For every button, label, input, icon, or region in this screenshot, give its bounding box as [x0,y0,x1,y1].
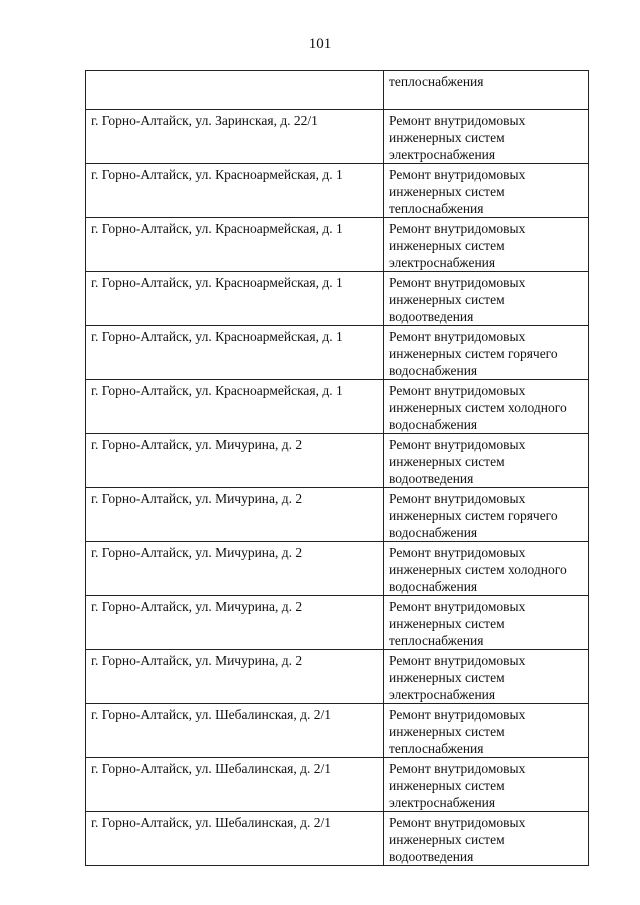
address-cell: г. Горно-Алтайск, ул. Красноармейская, д. 1 [86,326,384,380]
work-cell: Ремонт внутридомовых инженерных систем электроснабжения [384,758,589,812]
address-cell: г. Горно-Алтайск, ул. Красноармейская, д. 1 [86,218,384,272]
address-cell [86,71,384,110]
work-cell: Ремонт внутридомовых инженерных систем теплоснабжения [384,164,589,218]
address-cell: г. Горно-Алтайск, ул. Красноармейская, д. 1 [86,380,384,434]
address-cell: г. Горно-Алтайск, ул. Мичурина, д. 2 [86,488,384,542]
work-cell: Ремонт внутридомовых инженерных систем холодного водоснабжения [384,380,589,434]
address-cell: г. Горно-Алтайск, ул. Красноармейская, д. 1 [86,164,384,218]
table-row [86,272,589,326]
table-row [86,71,589,110]
work-cell: Ремонт внутридомовых инженерных систем водоотведения [384,812,589,866]
address-cell: г. Горно-Алтайск, ул. Красноармейская, д. 1 [86,272,384,326]
table-row [86,596,589,650]
work-cell: Ремонт внутридомовых инженерных систем электроснабжения [384,218,589,272]
address-cell: г. Горно-Алтайск, ул. Заринская, д. 22/1 [86,110,384,164]
address-cell: г. Горно-Алтайск, ул. Шебалинская, д. 2/1 [86,704,384,758]
page-number: 101 [308,36,332,52]
table-row [86,542,589,596]
address-cell: г. Горно-Алтайск, ул. Шебалинская, д. 2/1 [86,758,384,812]
table-row [86,812,589,866]
address-cell: г. Горно-Алтайск, ул. Шебалинская, д. 2/1 [86,812,384,866]
work-cell: Ремонт внутридомовых инженерных систем теплоснабжения [384,596,589,650]
table-row [86,218,589,272]
table-row [86,110,589,164]
address-cell: г. Горно-Алтайск, ул. Мичурина, д. 2 [86,434,384,488]
table-row [86,164,589,218]
address-cell: г. Горно-Алтайск, ул. Мичурина, д. 2 [86,542,384,596]
work-cell: теплоснабжения [384,71,589,110]
table-row [86,326,589,380]
work-cell: Ремонт внутридомовых инженерных систем теплоснабжения [384,704,589,758]
work-cell: Ремонт внутридомовых инженерных систем холодного водоснабжения [384,542,589,596]
work-cell: Ремонт внутридомовых инженерных систем водоотведения [384,434,589,488]
address-cell: г. Горно-Алтайск, ул. Мичурина, д. 2 [86,650,384,704]
work-cell: Ремонт внутридомовых инженерных систем горячего водоснабжения [384,326,589,380]
works-table [85,70,589,866]
work-cell: Ремонт внутридомовых инженерных систем электроснабжения [384,650,589,704]
table-row [86,380,589,434]
table-row [86,488,589,542]
work-cell: Ремонт внутридомовых инженерных систем электроснабжения [384,110,589,164]
table-row [86,650,589,704]
table-row [86,758,589,812]
table-row [86,704,589,758]
work-cell: Ремонт внутридомовых инженерных систем водоотведения [384,272,589,326]
work-cell: Ремонт внутридомовых инженерных систем горячего водоснабжения [384,488,589,542]
table-row [86,434,589,488]
address-cell: г. Горно-Алтайск, ул. Мичурина, д. 2 [86,596,384,650]
